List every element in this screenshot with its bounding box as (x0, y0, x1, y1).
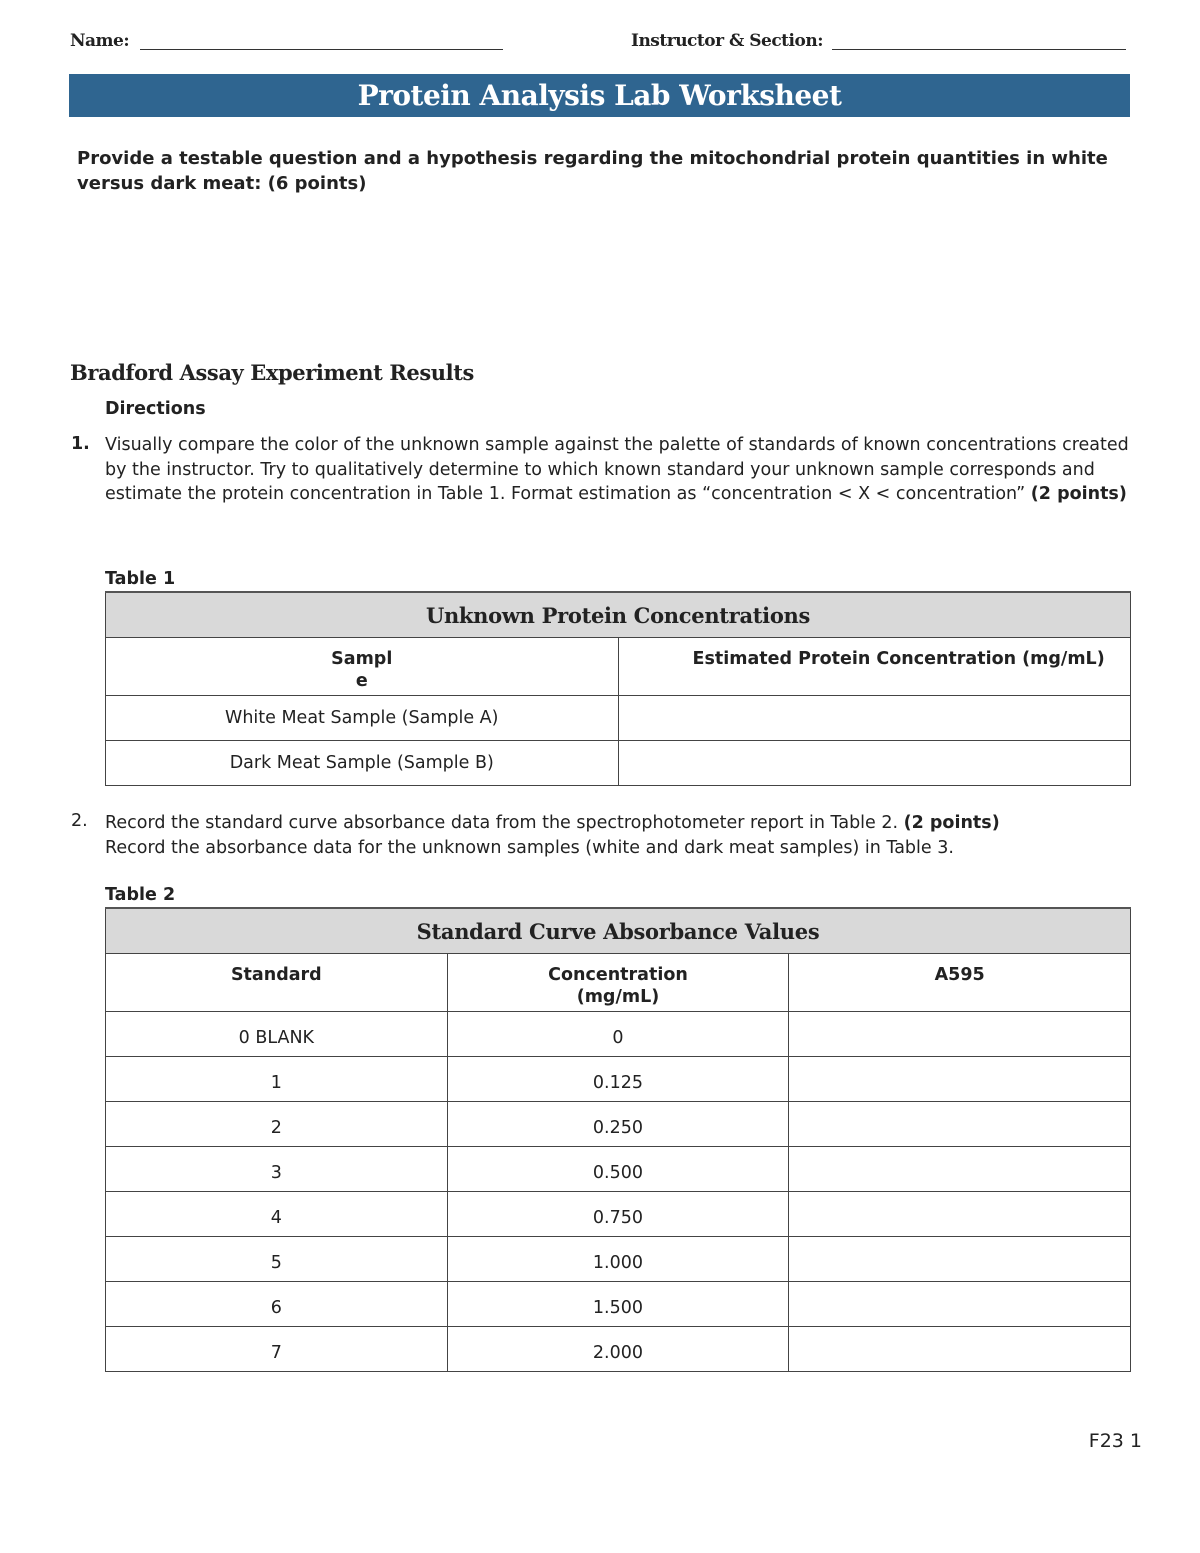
table2-col-standard: Standard (106, 954, 448, 1012)
col-sample-l2: e (355, 671, 368, 691)
table1 (105, 591, 1131, 786)
concentration-cell: 0.750 (447, 1192, 789, 1237)
hypothesis-prompt: Provide a testable question and a hypothesis regarding the mitochondrial protein quantities in white versus dark meat: (6 points) (77, 148, 1108, 194)
standard-cell: 5 (106, 1237, 448, 1282)
table1-col-estimate: Estimated Protein Concentration (mg/mL) (618, 638, 1131, 696)
standard-cell: 0 BLANK (106, 1012, 448, 1057)
standard-cell: 6 (106, 1282, 448, 1327)
step1-number: 1. (71, 434, 90, 454)
table-row (106, 1012, 1131, 1057)
concentration-cell: 1.500 (447, 1282, 789, 1327)
table-row (106, 1282, 1131, 1327)
section-title: Bradford Assay Experiment Results (70, 360, 474, 385)
table-row (106, 1237, 1131, 1282)
concentration-cell: 0 (447, 1012, 789, 1057)
standard-cell: 4 (106, 1192, 448, 1237)
concentration-cell: 1.000 (447, 1237, 789, 1282)
a595-input-cell[interactable] (789, 1102, 1131, 1147)
table1-label: Table 1 (105, 569, 176, 589)
standard-cell: 7 (106, 1327, 448, 1372)
step2-body: Record the standard curve absorbance data from the spectrophotometer report in Table 2. (105, 813, 904, 833)
name-field[interactable] (140, 49, 503, 50)
a595-input-cell[interactable] (789, 1282, 1131, 1327)
step1-text (105, 433, 1135, 507)
name-label: Name: (70, 31, 130, 51)
table2-label: Table 2 (105, 885, 176, 905)
table2-caption: Standard Curve Absorbance Values (106, 908, 1131, 954)
table-row (106, 1327, 1131, 1372)
estimate-cell-a[interactable] (618, 696, 1131, 741)
concentration-cell: 2.000 (447, 1327, 789, 1372)
col-conc-l1: Concentration (548, 965, 688, 985)
a595-input-cell[interactable] (789, 1237, 1131, 1282)
instructor-field[interactable] (832, 49, 1126, 50)
step2-text (105, 811, 1135, 860)
concentration-cell: 0.125 (447, 1057, 789, 1102)
table-row (106, 1102, 1131, 1147)
standard-cell: 1 (106, 1057, 448, 1102)
standard-cell: 3 (106, 1147, 448, 1192)
step2-points: (2 points) (903, 813, 1000, 833)
concentration-cell: 0.500 (447, 1147, 789, 1192)
page-title: Protein Analysis Lab Worksheet (69, 74, 1130, 117)
table-row (106, 1192, 1131, 1237)
table1-row-label: White Meat Sample (Sample A) (106, 696, 619, 741)
table-row (106, 1057, 1131, 1102)
step1-points: (2 points) (1030, 484, 1127, 504)
col-conc-l2: (mg/mL) (576, 987, 660, 1007)
a595-input-cell[interactable] (789, 1327, 1131, 1372)
page-footer: F23 1 (1088, 1430, 1142, 1452)
concentration-cell: 0.250 (447, 1102, 789, 1147)
step2-number: 2. (71, 811, 88, 831)
table2 (105, 907, 1131, 1372)
a595-input-cell[interactable] (789, 1147, 1131, 1192)
table1-caption: Unknown Protein Concentrations (106, 592, 1131, 638)
a595-input-cell[interactable] (789, 1057, 1131, 1102)
step1-body: Visually compare the color of the unknown sample against the palette of standards of known concentrations created by the instructor. Try to qualitatively determine to which known standard your unknown sample corresponds and estimate the protein concentration in Table 1. Format estimation as “concentration < X < concentration” (105, 435, 1129, 504)
standard-cell: 2 (106, 1102, 448, 1147)
table2-col-a595: A595 (789, 954, 1131, 1012)
directions-label: Directions (105, 399, 206, 419)
a595-input-cell[interactable] (789, 1192, 1131, 1237)
table1-row-label: Dark Meat Sample (Sample B) (106, 741, 619, 786)
a595-input-cell[interactable] (789, 1012, 1131, 1057)
col-sample-l1: Sampl (331, 649, 393, 669)
table-row (106, 1147, 1131, 1192)
estimate-cell-b[interactable] (618, 741, 1131, 786)
table1-col-sample (106, 638, 619, 696)
table2-col-concentration (447, 954, 789, 1012)
instructor-label: Instructor & Section: (631, 31, 823, 51)
step2-body2: Record the absorbance data for the unknown samples (white and dark meat samples) in Table 3. (105, 837, 954, 858)
